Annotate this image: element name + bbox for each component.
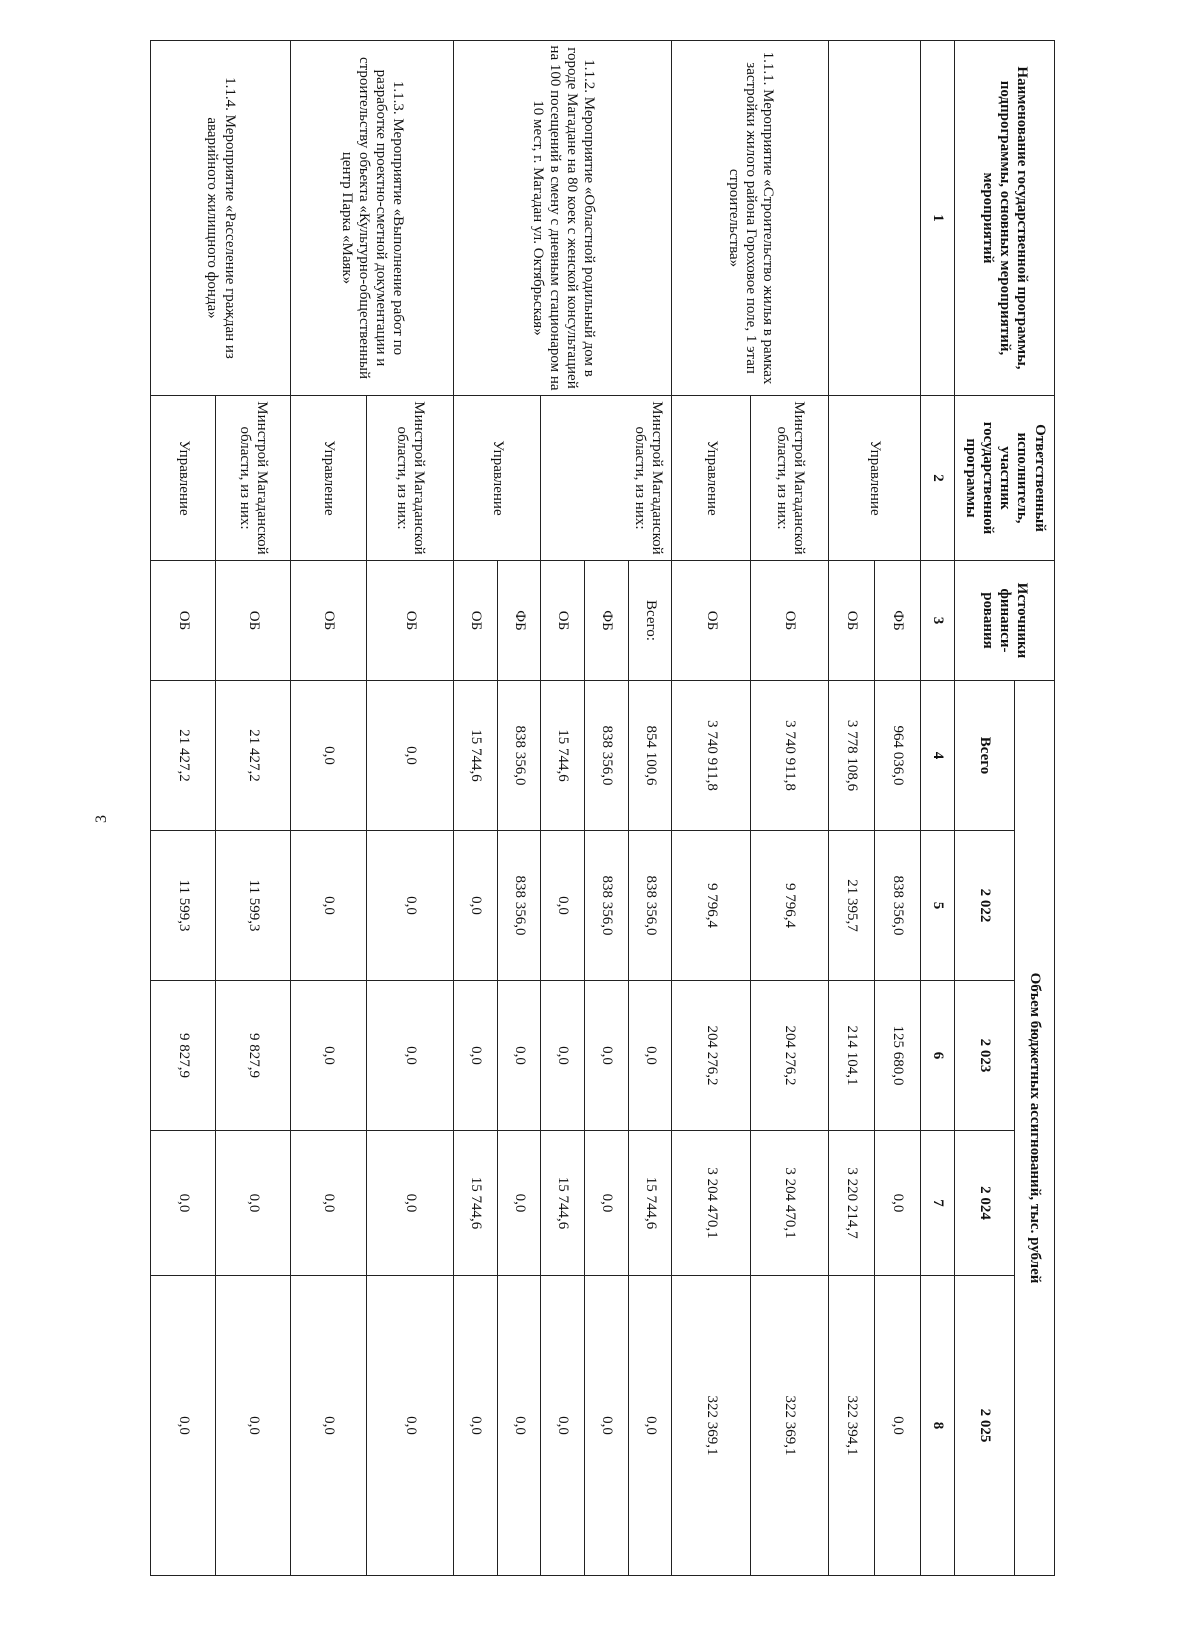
value-2024: 0,0	[290, 1131, 366, 1276]
value-2024: 3 220 214,7	[829, 1131, 875, 1276]
column-number: 6	[921, 981, 955, 1131]
value-2025: 0,0	[541, 1276, 585, 1576]
source-cell: ОБ	[454, 561, 498, 681]
table-row	[750, 41, 829, 1576]
source-cell: ФБ	[585, 561, 629, 681]
value-2024: 0,0	[367, 1131, 454, 1276]
value-2025: 0,0	[628, 1276, 672, 1576]
measure-1-1-1-name: 1.1.1. Мероприятие «Строительство жилья в рамках застройки жилого района Гороховое поле, 1 этап строительства»	[672, 41, 829, 396]
table-row	[628, 41, 672, 1576]
header-row-1	[1015, 41, 1055, 1576]
header-2024: 2 024	[955, 1131, 1015, 1276]
value-2022: 9 796,4	[750, 831, 829, 981]
value-2025: 0,0	[585, 1276, 629, 1576]
name-cell-empty	[829, 41, 921, 396]
column-number: 2	[921, 396, 955, 561]
executor-cell: Минстрой Магаданской области, из них:	[750, 396, 829, 561]
value-2024: 3 204 470,1	[750, 1131, 829, 1276]
source-cell: ОБ	[290, 561, 366, 681]
value-2024: 0,0	[216, 1131, 290, 1276]
source-cell: ФБ	[875, 561, 921, 681]
value-2025: 322 369,1	[672, 1276, 751, 1576]
value-2022: 0,0	[367, 831, 454, 981]
value-2023: 0,0	[628, 981, 672, 1131]
value-2022: 838 356,0	[585, 831, 629, 981]
source-cell: ОБ	[151, 561, 217, 681]
column-number: 4	[921, 681, 955, 831]
total-cell: 3 740 911,8	[672, 681, 751, 831]
value-2023: 125 680,0	[875, 981, 921, 1131]
value-2023: 214 104,1	[829, 981, 875, 1131]
executor-cell: Минстрой Магаданской области, из них:	[541, 396, 672, 561]
value-2025: 322 369,1	[750, 1276, 829, 1576]
value-2023: 0,0	[497, 981, 541, 1131]
value-2025: 0,0	[216, 1276, 290, 1576]
value-2023: 9 827,9	[216, 981, 290, 1131]
value-2023: 204 276,2	[750, 981, 829, 1131]
value-2023: 204 276,2	[672, 981, 751, 1131]
total-cell: 21 427,2	[216, 681, 290, 831]
header-2025: 2 025	[955, 1276, 1015, 1576]
executor-cell: Управление	[454, 396, 541, 561]
measure-1-1-4-name: 1.1.4. Мероприятие «Расселение граждан из аварийного жилищного фонда»	[151, 41, 291, 396]
value-2023: 0,0	[541, 981, 585, 1131]
source-cell: ОБ	[672, 561, 751, 681]
value-2024: 15 744,6	[454, 1131, 498, 1276]
measure-1-1-3-name: 1.1.3. Мероприятие «Выполнение работ по разработке проектно-сметной документации и строительству объекта «Культурно-общественный центр Парка «Маяк»	[290, 41, 454, 396]
measure-1-1-2-name: 1.1.2. Мероприятие «Областной родильный дом в городе Магадане на 80 коек с женской консультацией на 100 посещений в смену с дневным стационаром на 10 мест, г. Магадан ул. Октябрьская»	[454, 41, 672, 396]
value-2022: 0,0	[290, 831, 366, 981]
header-2023: 2 023	[955, 981, 1015, 1131]
total-cell: 15 744,6	[541, 681, 585, 831]
executor-cell: Управление	[829, 396, 921, 561]
header-source: Источники финанси-рования	[955, 561, 1055, 681]
total-cell: 0,0	[290, 681, 366, 831]
column-number: 3	[921, 561, 955, 681]
value-2023: 0,0	[454, 981, 498, 1131]
table-row	[367, 41, 454, 1576]
value-2025: 0,0	[290, 1276, 366, 1576]
total-cell: 838 356,0	[585, 681, 629, 831]
column-number-row	[921, 41, 955, 1576]
value-2025: 0,0	[454, 1276, 498, 1576]
value-2022: 11 599,3	[151, 831, 217, 981]
source-cell: ОБ	[216, 561, 290, 681]
source-cell: ОБ	[829, 561, 875, 681]
value-2022: 21 395,7	[829, 831, 875, 981]
value-2022: 838 356,0	[497, 831, 541, 981]
value-2025: 0,0	[497, 1276, 541, 1576]
value-2024: 15 744,6	[541, 1131, 585, 1276]
table-row	[216, 41, 290, 1576]
page-number: 3	[93, 815, 110, 823]
executor-cell: Минстрой Магаданской области, из них:	[367, 396, 454, 561]
total-cell: 3 740 911,8	[750, 681, 829, 831]
executor-cell: Минстрой Магаданской области, из них:	[216, 396, 290, 561]
value-2024: 15 744,6	[628, 1131, 672, 1276]
value-2024: 0,0	[585, 1131, 629, 1276]
header-executor: Ответственный исполнитель, участник государственной программы	[955, 396, 1055, 561]
source-cell: ОБ	[367, 561, 454, 681]
executor-cell: Управление	[672, 396, 751, 561]
value-2025: 322 394,1	[829, 1276, 875, 1576]
value-2022: 838 356,0	[875, 831, 921, 981]
value-2024: 0,0	[151, 1131, 217, 1276]
column-number: 5	[921, 831, 955, 981]
value-2025: 0,0	[151, 1276, 217, 1576]
value-2022: 9 796,4	[672, 831, 751, 981]
value-2024: 0,0	[875, 1131, 921, 1276]
total-cell: 0,0	[367, 681, 454, 831]
value-2023: 0,0	[367, 981, 454, 1131]
header-2022: 2 022	[955, 831, 1015, 981]
table-row	[875, 41, 921, 1576]
source-cell: ОБ	[750, 561, 829, 681]
value-2025: 0,0	[367, 1276, 454, 1576]
value-2022: 0,0	[454, 831, 498, 981]
header-total: Всего	[955, 681, 1015, 831]
header-group: Объем бюджетных ассигнований, тыс. рублей	[1015, 681, 1055, 1576]
column-number: 7	[921, 1131, 955, 1276]
executor-cell: Управление	[290, 396, 366, 561]
total-cell: 964 036,0	[875, 681, 921, 831]
value-2024: 3 204 470,1	[672, 1131, 751, 1276]
value-2023: 0,0	[290, 981, 366, 1131]
executor-cell: Управление	[151, 396, 217, 561]
header-name: Наименование государственной программы, подпрограммы, основных мероприятий, мероприятий	[955, 41, 1055, 396]
source-cell: ФБ	[497, 561, 541, 681]
budget-table	[150, 40, 1055, 1576]
total-cell: 3 778 108,6	[829, 681, 875, 831]
value-2022: 0,0	[541, 831, 585, 981]
total-cell: 15 744,6	[454, 681, 498, 831]
source-cell: ОБ	[541, 561, 585, 681]
value-2022: 11 599,3	[216, 831, 290, 981]
column-number: 1	[921, 41, 955, 396]
value-2023: 9 827,9	[151, 981, 217, 1131]
value-2024: 0,0	[497, 1131, 541, 1276]
value-2022: 838 356,0	[628, 831, 672, 981]
rotated-page	[150, 40, 1055, 1575]
source-cell: Всего:	[628, 561, 672, 681]
total-cell: 838 356,0	[497, 681, 541, 831]
column-number: 8	[921, 1276, 955, 1576]
total-cell: 21 427,2	[151, 681, 217, 831]
total-cell: 854 100,6	[628, 681, 672, 831]
value-2023: 0,0	[585, 981, 629, 1131]
value-2025: 0,0	[875, 1276, 921, 1576]
